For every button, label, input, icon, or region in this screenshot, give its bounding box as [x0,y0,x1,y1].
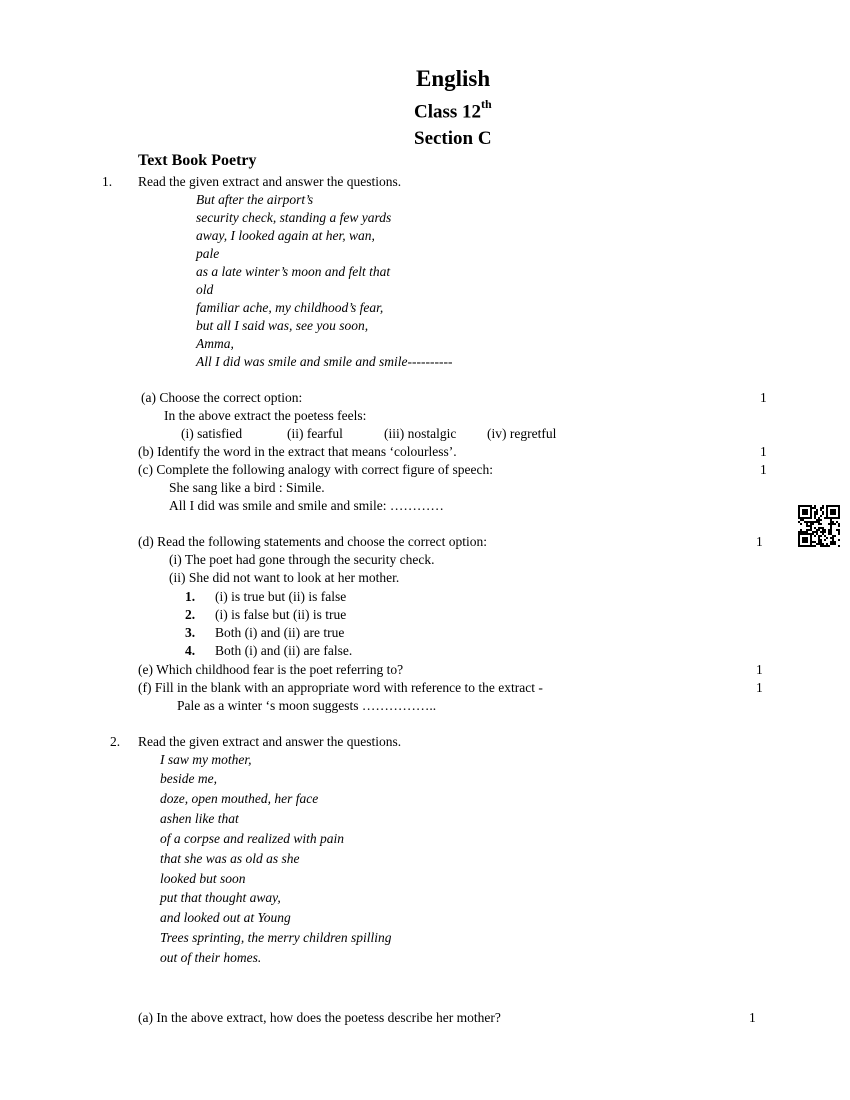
q1d-choice-text: (i) is false but (ii) is true [215,607,347,622]
poem-2-line: of a corpse and realized with pain [160,831,344,846]
poem-1-line: old [196,282,214,297]
q1a-label: (a) Choose the correct option: [141,390,303,405]
poem-2-line: beside me, [160,771,217,786]
poem-2-line: put that thought away, [160,890,281,905]
q1a-option: (i) satisfied [181,426,243,441]
question-1-number: 1. [102,174,113,189]
q1d-choice-text: (i) is true but (ii) is false [215,589,347,604]
q1d-choice-number: 3. [185,625,196,640]
question-1-instruction: Read the given extract and answer the questions. [138,174,402,189]
q1a-marks: 1 [760,390,767,405]
poem-2-line: doze, open mouthed, her face [160,791,319,806]
q1d-choice-number: 4. [185,643,196,658]
q1d-statement: (i) The poet had gone through the security check. [169,552,435,567]
q1f-marks: 1 [756,680,763,695]
q1d-choice-number: 2. [185,607,196,622]
q1c-line: She sang like a bird : Simile. [169,480,325,495]
q1d-choice-number: 1. [185,589,196,604]
q1a-option: (ii) fearful [287,426,343,441]
poem-1-line: pale [196,246,220,261]
question-2-number: 2. [110,734,121,749]
qr-code [798,505,840,547]
q1b-label: (b) Identify the word in the extract that means ‘colourless’. [138,444,457,459]
q1c-marks: 1 [760,462,767,477]
poem-2-line: Trees sprinting, the merry children spilling [160,930,392,945]
q1a-option: (iv) regretful [487,426,557,441]
section-heading: Section C [414,128,492,149]
q1f-line: Pale as a winter ‘s moon suggests …………….. [177,698,437,713]
q2a-marks: 1 [749,1010,756,1025]
poem-1-line: But after the airport’s [196,192,314,207]
q1d-label: (d) Read the following statements and choose the correct option: [138,534,488,549]
q1d-choice-text: Both (i) and (ii) are true [215,625,345,640]
poem-1-line: familiar ache, my childhood’s fear, [196,300,384,315]
poem-1-line: All I did was smile and smile and smile---------- [196,354,453,369]
poem-2-line: out of their homes. [160,950,262,965]
q1a-stem: In the above extract the poetess feels: [164,408,367,423]
class-superscript: th [481,97,492,111]
poem-1-line: but all I said was, see you soon, [196,318,369,333]
page-title: English [416,66,491,91]
poem-1-line: security check, standing a few yards [196,210,392,225]
poem-2-line: that she was as old as she [160,851,300,866]
q1c-line: All I did was smile and smile and smile: ………… [169,498,444,513]
q1e-label: (e) Which childhood fear is the poet referring to? [138,662,404,677]
q2a-label: (a) In the above extract, how does the poetess describe her mother? [138,1010,501,1025]
class-heading [414,99,492,123]
poem-1-line: Amma, [196,336,234,351]
q1c-label: (c) Complete the following analogy with correct figure of speech: [138,462,494,477]
q1f-label: (f) Fill in the blank with an appropriate word with reference to the extract - [138,680,543,695]
poem-1-line: as a late winter’s moon and felt that [196,264,391,279]
category-heading: Text Book Poetry [138,152,257,169]
q1a-option: (iii) nostalgic [384,426,457,441]
poem-2-line: looked but soon [160,871,246,886]
poem-2-line: and looked out at Young [160,910,291,925]
q1d-choice-text: Both (i) and (ii) are false. [215,643,353,658]
poem-2-line: ashen like that [160,811,239,826]
class-label: Class 12 [414,101,482,123]
q1b-marks: 1 [760,444,767,459]
q1e-marks: 1 [756,662,763,677]
poem-2-line: I saw my mother, [160,752,252,767]
question-2-instruction: Read the given extract and answer the questions. [138,734,402,749]
poem-1-line: away, I looked again at her, wan, [196,228,375,243]
q1d-marks: 1 [756,534,763,549]
qr-module [838,545,840,547]
q1d-statement: (ii) She did not want to look at her mother. [169,570,400,585]
